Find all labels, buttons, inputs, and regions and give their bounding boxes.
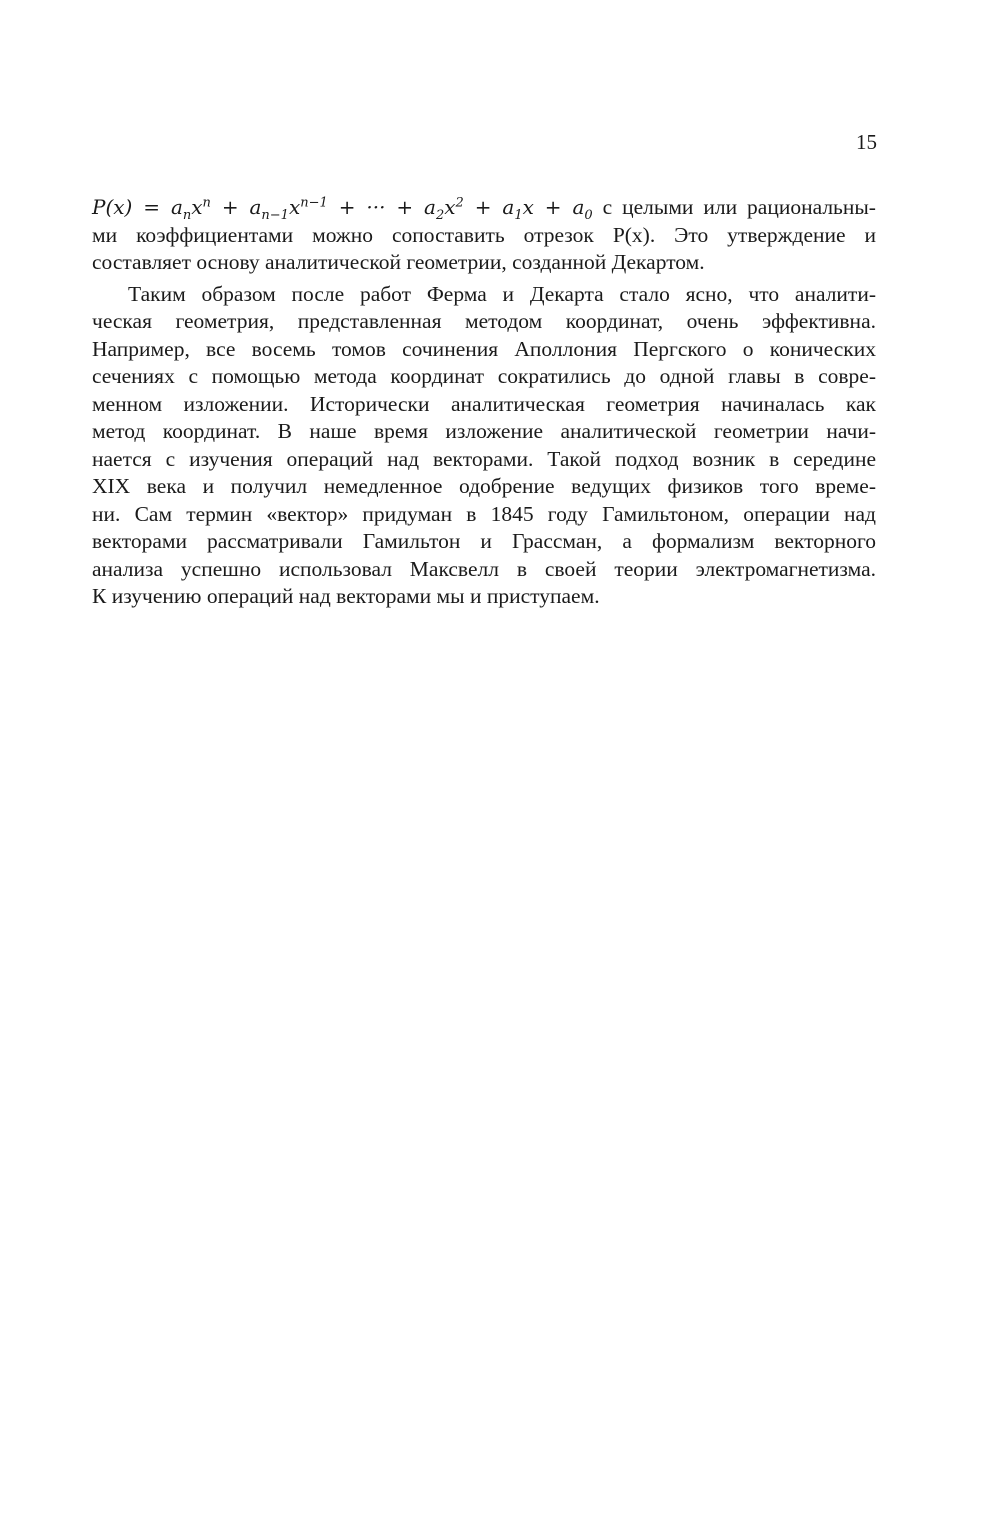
paragraph-line: сечениях с помощью метода координат сократились до одной главы в совре-	[92, 364, 876, 388]
polynomial-formula: $P(x) = a_nx^n + a_{n-1}x^{n-1}$ + ··· + $a_2x^2 + a_1x + a_0$	[92, 195, 593, 223]
paragraph-line: XIX века и получил немедленное одобрение ведущих физиков того време-	[92, 474, 876, 498]
paragraph-line: К изучению операций над векторами мы и приступаем.	[92, 584, 600, 608]
page-body	[92, 194, 876, 611]
intro-line-1	[92, 194, 876, 222]
paragraph-line: нается с изучения операций над векторами. Такой подход возник в середине	[92, 446, 876, 471]
paragraph-line: ни. Сам термин «вектор» придуман в 1845 году Гамильтоном, операции над	[92, 501, 876, 526]
paragraph-line: метод координат. В наше время изложение аналитической геометрии начи-	[92, 419, 876, 443]
paragraph-line: менном изложении. Исторически аналитическая геометрия начиналась как	[92, 391, 876, 416]
paragraph-line: Например, все восемь томов сочинения Аполлония Пергского о конических	[92, 336, 876, 361]
intro-line-1-text: с целыми или рациональны-	[592, 195, 876, 219]
paragraph-line: ческая геометрия, представленная методом координат, очень эффективна.	[92, 309, 876, 333]
paragraph-line: анализа успешно использовал Максвелл в своей теории электромагнетизма.	[92, 556, 876, 581]
paragraph-line: Таким образом после работ Ферма и Декарта стало ясно, что аналити-	[128, 281, 876, 306]
intro-line-3: составляет основу аналитической геометрии, созданной Декартом.	[92, 250, 705, 274]
intro-line-2: ми коэффициентами можно сопоставить отрезок P(x). Это утверждение и	[92, 222, 876, 247]
paragraph-line: векторами рассматривали Гамильтон и Грассман, а формализм векторного	[92, 529, 876, 553]
page-number: 15	[856, 130, 877, 154]
